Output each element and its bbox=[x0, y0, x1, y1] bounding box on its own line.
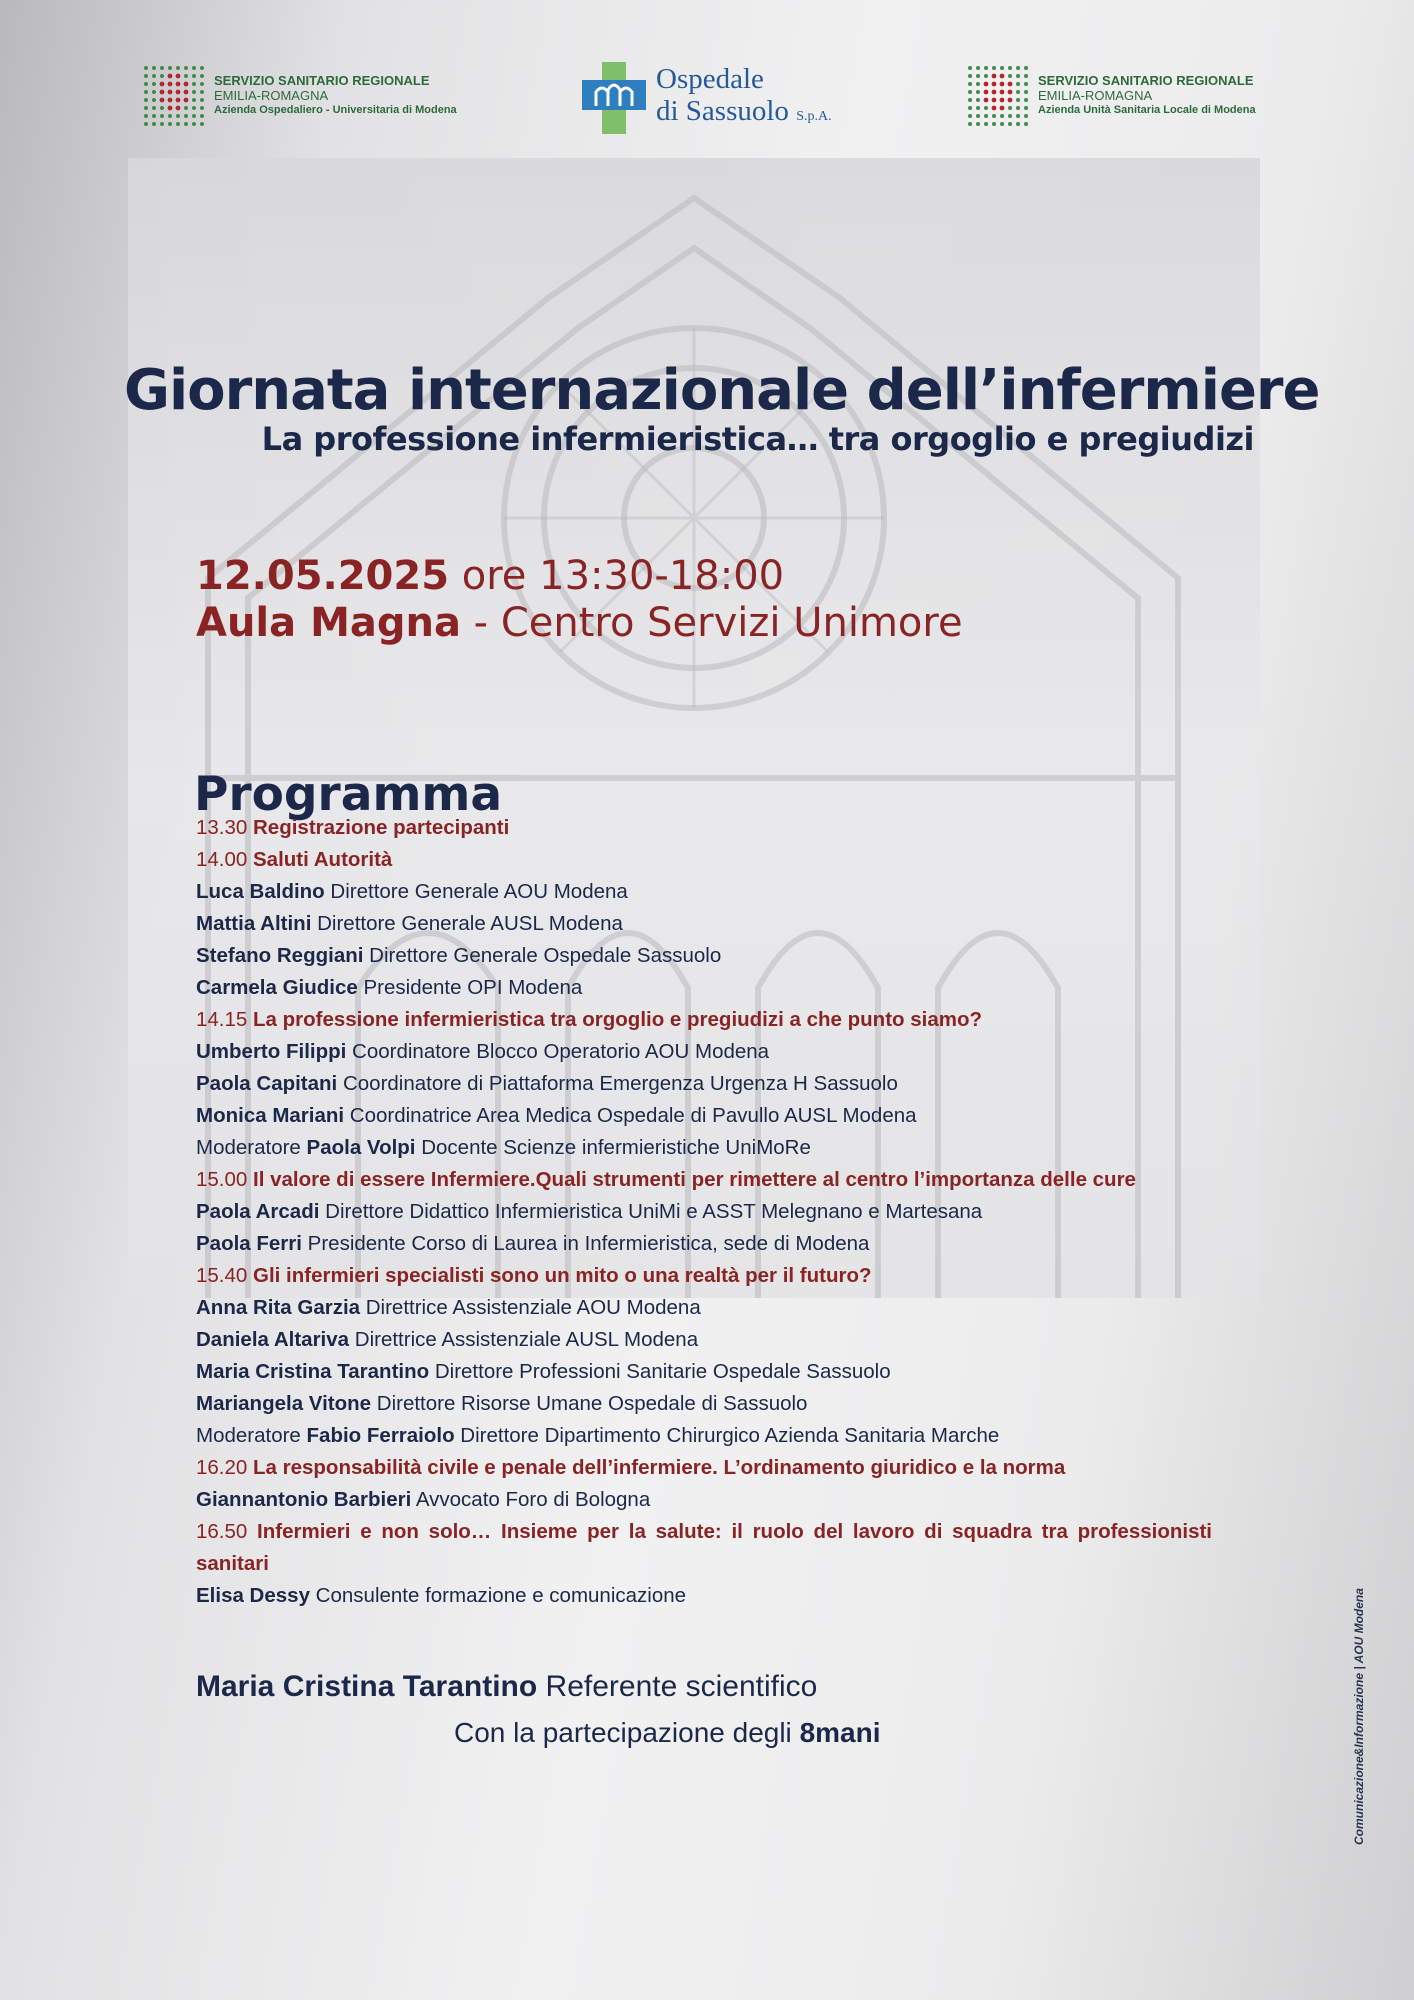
speaker-name: Carmela Giudice bbox=[196, 976, 358, 999]
speaker-name: Umberto Filippi bbox=[196, 1040, 347, 1063]
session-title: La responsabilità civile e penale dell’infermiere. L’ordinamento giuridico e la norma bbox=[253, 1456, 1066, 1479]
event-venue-name: Aula Magna bbox=[196, 600, 461, 646]
speaker-name: Giannantonio Barbieri bbox=[196, 1488, 412, 1511]
program-speaker bbox=[196, 1228, 1212, 1260]
speaker-role: Docente Scienze infermieristiche UniMoRe bbox=[415, 1136, 811, 1159]
speaker-name: Paola Volpi bbox=[306, 1136, 416, 1159]
logo-center-line2: di Sassuolo bbox=[656, 95, 789, 127]
speaker-role: Direttore Risorse Umane Ospedale di Sassuolo bbox=[371, 1392, 808, 1415]
speaker-role: Direttore Dipartimento Chirurgico Azienda Sanitaria Marche bbox=[454, 1424, 1000, 1447]
speaker-name: Mariangela Vitone bbox=[196, 1392, 372, 1415]
program-speaker bbox=[196, 1324, 1212, 1356]
session-time: 15.40 bbox=[196, 1264, 253, 1287]
speaker-role: Direttore Generale AOU Modena bbox=[324, 880, 628, 903]
speaker-name: Daniela Altariva bbox=[196, 1328, 350, 1351]
speaker-name: Paola Capitani bbox=[196, 1072, 338, 1095]
speaker-prefix: Moderatore bbox=[196, 1136, 307, 1159]
emilia-romagna-dots-icon bbox=[966, 64, 1028, 126]
session-time: 14.00 bbox=[196, 848, 253, 871]
logo-center-line1: Ospedale bbox=[656, 63, 764, 95]
program-speaker bbox=[196, 1484, 1212, 1516]
program-list bbox=[196, 812, 1212, 1612]
logo-left-line3: Azienda Ospedaliero - Universitaria di Modena bbox=[214, 103, 457, 116]
event-venue bbox=[196, 600, 963, 646]
speaker-name: Mattia Altini bbox=[196, 912, 312, 935]
program-speaker bbox=[196, 1356, 1212, 1388]
program-speaker bbox=[196, 972, 1212, 1004]
program-speaker bbox=[196, 1388, 1212, 1420]
speaker-role: Consulente formazione e comunicazione bbox=[309, 1584, 687, 1607]
referent-role: Referente scientifico bbox=[537, 1670, 818, 1703]
logo-left-line1: SERVIZIO SANITARIO REGIONALE bbox=[214, 72, 430, 88]
speaker-role: Coordinatore Blocco Operatorio AOU Modena bbox=[346, 1040, 770, 1063]
speaker-role: Direttore Generale Ospedale Sassuolo bbox=[363, 944, 722, 967]
collaboration-name: 8mani bbox=[799, 1717, 881, 1748]
program-speaker bbox=[196, 1292, 1212, 1324]
program-speaker bbox=[196, 876, 1212, 908]
program-speaker bbox=[196, 1132, 1212, 1164]
side-credit: Comunicazione&Informazione | AOU Modena bbox=[1352, 1588, 1366, 1845]
logo-aou-modena bbox=[142, 64, 457, 126]
scientific-referent bbox=[196, 1670, 817, 1704]
session-time: 16.20 bbox=[196, 1456, 253, 1479]
speaker-role: Direttore Generale AUSL Modena bbox=[311, 912, 623, 935]
logo-ospedale-sassuolo bbox=[582, 62, 832, 134]
emilia-romagna-dots-icon bbox=[142, 64, 204, 126]
page-subtitle: La professione infermieristica… tra orgoglio e pregiudizi bbox=[261, 420, 1254, 458]
speaker-name: Maria Cristina Tarantino bbox=[196, 1360, 430, 1383]
event-venue-detail: - Centro Servizi Unimore bbox=[460, 600, 963, 646]
speaker-name: Monica Mariani bbox=[196, 1104, 345, 1127]
logo-right-line3: Azienda Unità Sanitaria Locale di Modena bbox=[1038, 103, 1256, 116]
event-date-time bbox=[196, 553, 784, 599]
speaker-name: Paola Ferri bbox=[196, 1232, 302, 1255]
program-session bbox=[196, 1516, 1212, 1580]
logo-left-line2: EMILIA-ROMAGNA bbox=[214, 87, 329, 103]
session-title: Infermieri e non solo… Insieme per la salute: il ruolo del lavoro di squadra tra professionisti sanitari bbox=[196, 1520, 1212, 1575]
program-session bbox=[196, 844, 1212, 876]
program-session bbox=[196, 1004, 1212, 1036]
collaboration-text: Con la partecipazione degli bbox=[454, 1717, 800, 1748]
speaker-role: Direttrice Assistenziale AUSL Modena bbox=[349, 1328, 699, 1351]
program-speaker bbox=[196, 940, 1212, 972]
program-heading: Programma bbox=[194, 767, 503, 822]
speaker-prefix: Moderatore bbox=[196, 1424, 307, 1447]
speaker-name: Fabio Ferraiolo bbox=[306, 1424, 455, 1447]
session-title: Il valore di essere Infermiere.Quali strumenti per rimettere al centro l’importanza delle cure bbox=[253, 1168, 1136, 1191]
program-speaker bbox=[196, 1196, 1212, 1228]
speaker-role: Direttore Didattico Infermieristica UniMi e ASST Melegnano e Martesana bbox=[319, 1200, 983, 1223]
program-session bbox=[196, 1260, 1212, 1292]
speaker-role: Avvocato Foro di Bologna bbox=[411, 1488, 651, 1511]
program-speaker bbox=[196, 1100, 1212, 1132]
program-session bbox=[196, 1452, 1212, 1484]
speaker-role: Direttrice Assistenziale AOU Modena bbox=[360, 1296, 701, 1319]
speaker-name: Luca Baldino bbox=[196, 880, 325, 903]
logo-center-suffix: S.p.A. bbox=[796, 109, 832, 124]
session-time: 13.30 bbox=[196, 816, 253, 839]
logo-ausl-modena bbox=[966, 64, 1256, 126]
program-session bbox=[196, 1164, 1212, 1196]
session-title: La professione infermieristica tra orgoglio e pregiudizi a che punto siamo? bbox=[253, 1008, 983, 1031]
speaker-role: Presidente OPI Modena bbox=[357, 976, 583, 999]
speaker-role: Direttore Professioni Sanitarie Ospedale Sassuolo bbox=[429, 1360, 891, 1383]
logo-right-line2: EMILIA-ROMAGNA bbox=[1038, 87, 1153, 103]
program-speaker bbox=[196, 908, 1212, 940]
session-title: Gli infermieri specialisti sono un mito o una realtà per il futuro? bbox=[253, 1264, 872, 1287]
program-speaker bbox=[196, 1420, 1212, 1452]
speaker-name: Paola Arcadi bbox=[196, 1200, 320, 1223]
event-time: ore 13:30-18:00 bbox=[449, 553, 785, 599]
hospital-cross-icon bbox=[582, 62, 646, 134]
session-time: 16.50 bbox=[196, 1520, 258, 1543]
program-speaker bbox=[196, 1036, 1212, 1068]
page-title: Giornata internazionale dell’infermiere bbox=[124, 357, 1320, 423]
referent-name: Maria Cristina Tarantino bbox=[196, 1670, 538, 1703]
speaker-name: Elisa Dessy bbox=[196, 1584, 310, 1607]
speaker-name: Stefano Reggiani bbox=[196, 944, 364, 967]
program-speaker bbox=[196, 1580, 1212, 1612]
program-speaker bbox=[196, 1068, 1212, 1100]
speaker-role: Presidente Corso di Laurea in Infermieristica, sede di Modena bbox=[301, 1232, 870, 1255]
logo-right-line1: SERVIZIO SANITARIO REGIONALE bbox=[1038, 72, 1254, 88]
session-time: 14.15 bbox=[196, 1008, 253, 1031]
session-title: Registrazione partecipanti bbox=[253, 816, 510, 839]
program-session bbox=[196, 812, 1212, 844]
event-date: 12.05.2025 bbox=[196, 553, 450, 599]
speaker-role: Coordinatore di Piattaforma Emergenza Urgenza H Sassuolo bbox=[337, 1072, 898, 1095]
speaker-name: Anna Rita Garzia bbox=[196, 1296, 361, 1319]
session-time: 15.00 bbox=[196, 1168, 253, 1191]
speaker-role: Coordinatrice Area Medica Ospedale di Pavullo AUSL Modena bbox=[344, 1104, 917, 1127]
session-title: Saluti Autorità bbox=[253, 848, 393, 871]
collaboration-line bbox=[454, 1717, 881, 1749]
